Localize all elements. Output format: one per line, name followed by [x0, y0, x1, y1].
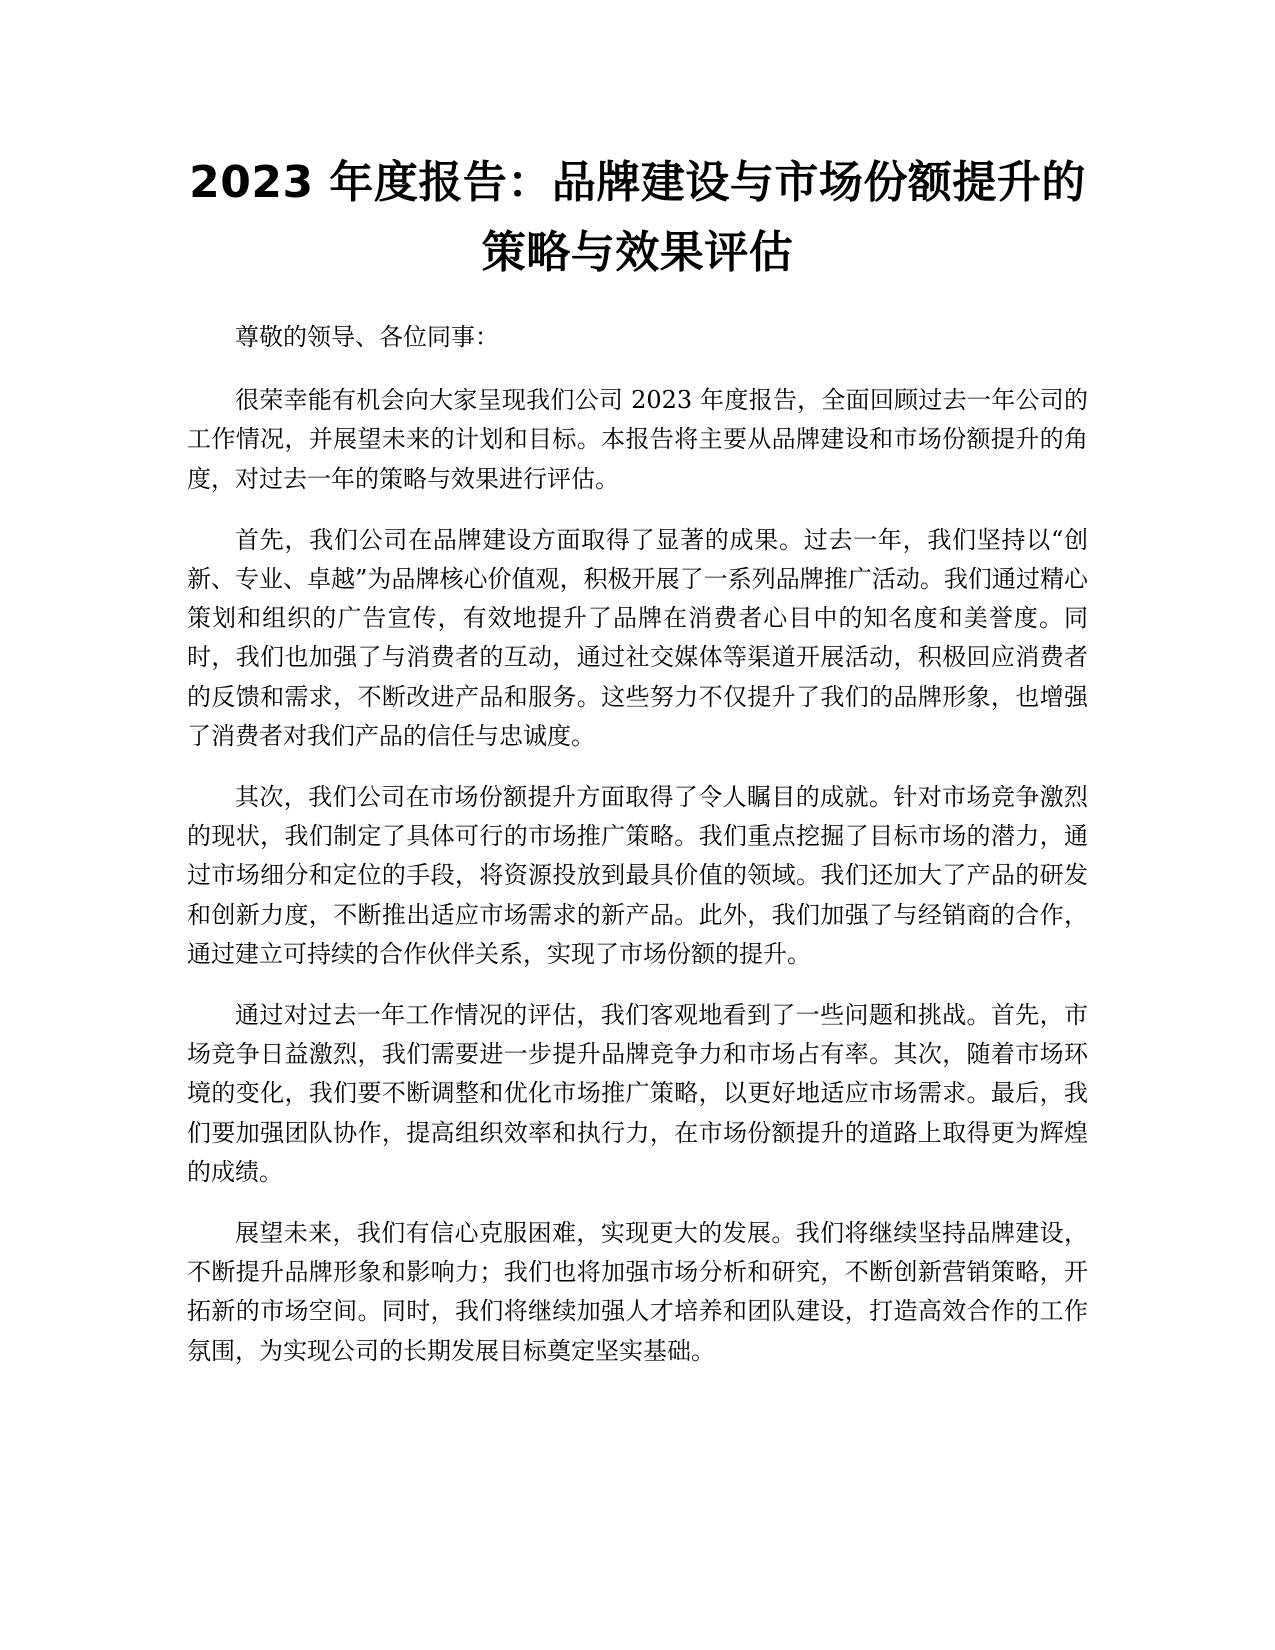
document-body	[187, 318, 1088, 1393]
intro-paragraph: 很荣幸能有机会向大家呈现我们公司 2023 年度报告，全面回顾过去一年公司的工作情况，并展望未来的计划和目标。本报告将主要从品牌建设和市场份额提升的角度，对过去一年的策略与效果进行评估。	[187, 386, 1088, 493]
brand-building-paragraph: 首先，我们公司在品牌建设方面取得了显著的成果。过去一年，我们坚持以“创新、专业、卓越”为品牌核心价值观，积极开展了一系列品牌推广活动。我们通过精心策划和组织的广告宣传，有效地提升了品牌在消费者心目中的知名度和美誉度。同时，我们也加强了与消费者的互动，通过社交媒体等渠道开展活动，积极回应消费者的反馈和需求，不断改进产品和服务。这些努力不仅提升了我们的品牌形象，也增强了消费者对我们产品的信任与忠诚度。	[187, 525, 1088, 750]
evaluation-paragraph: 通过对过去一年工作情况的评估，我们客观地看到了一些问题和挑战。首先，市场竞争日益激烈，我们需要进一步提升品牌竞争力和市场占有率。其次，随着市场环境的变化，我们要不断调整和优化市场推广策略，以更好地适应市场需求。最后，我们要加强团队协作，提高组织效率和执行力，在市场份额提升的道路上取得更为辉煌的成绩。	[187, 1001, 1088, 1186]
outlook-paragraph: 展望未来，我们有信心克服困难，实现更大的发展。我们将继续坚持品牌建设，不断提升品牌形象和影响力；我们也将加强市场分析和研究，不断创新营销策略，开拓新的市场空间。同时，我们将继续加强人才培养和团队建设，打造高效合作的工作氛围，为实现公司的长期发展目标奠定坚实基础。	[187, 1219, 1088, 1365]
greeting-paragraph: 尊敬的领导、各位同事：	[235, 323, 499, 351]
title-line-1: 2023 年度报告：品牌建设与市场份额提升的	[189, 157, 1086, 208]
document-title	[150, 148, 1125, 288]
title-line-2: 策略与效果评估	[481, 227, 794, 278]
market-share-paragraph: 其次，我们公司在市场份额提升方面取得了令人瞩目的成就。针对市场竞争激烈的现状，我们制定了具体可行的市场推广策略。我们重点挖掘了目标市场的潜力，通过市场细分和定位的手段，将资源投放到最具价值的领域。我们还加大了产品的研发和创新力度，不断推出适应市场需求的新产品。此外，我们加强了与经销商的合作，通过建立可持续的合作伙伴关系，实现了市场份额的提升。	[187, 783, 1088, 968]
